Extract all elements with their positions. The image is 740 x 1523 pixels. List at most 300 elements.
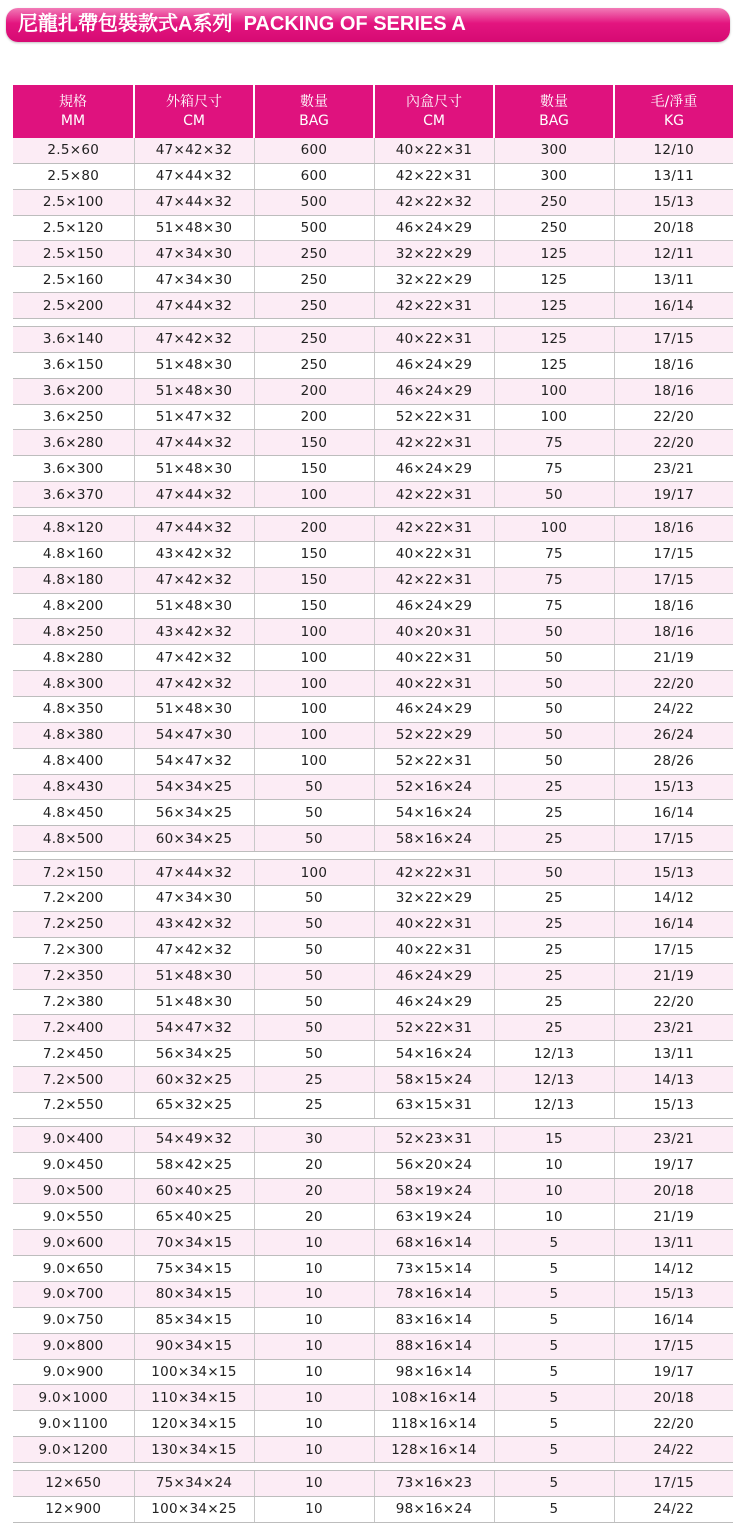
- carton-qty-cell: 10: [254, 1256, 374, 1282]
- table-row: [13, 645, 733, 671]
- outer-carton-cell: 60×34×25: [134, 826, 254, 852]
- inner-box-cell: 58×19×24: [374, 1178, 494, 1204]
- box-qty-cell: 25: [494, 826, 614, 852]
- inner-box-cell: 46×24×29: [374, 352, 494, 378]
- box-qty-cell: 25: [494, 774, 614, 800]
- carton-qty-cell: 25: [254, 1092, 374, 1118]
- carton-qty-cell: 20: [254, 1204, 374, 1230]
- table-row: [13, 516, 733, 542]
- carton-qty-cell: 250: [254, 352, 374, 378]
- weight-cell: 13/11: [614, 1041, 733, 1067]
- carton-qty-cell: 10: [254, 1437, 374, 1463]
- carton-qty-cell: 100: [254, 860, 374, 886]
- carton-qty-cell: 50: [254, 1015, 374, 1041]
- spec-cell: 7.2×550: [13, 1092, 134, 1118]
- table-row: [13, 456, 733, 482]
- table-row: [13, 1092, 733, 1118]
- table-body: [13, 138, 733, 1522]
- weight-cell: 15/13: [614, 1092, 733, 1118]
- spec-cell: 3.6×370: [13, 482, 134, 508]
- weight-cell: 21/19: [614, 963, 733, 989]
- outer-carton-cell: 47×44×32: [134, 163, 254, 189]
- spec-cell: 4.8×500: [13, 826, 134, 852]
- packing-table: [13, 85, 733, 1523]
- weight-cell: 19/17: [614, 1152, 733, 1178]
- box-qty-cell: 50: [494, 722, 614, 748]
- carton-qty-cell: 50: [254, 937, 374, 963]
- box-qty-cell: 75: [494, 430, 614, 456]
- outer-carton-cell: 90×34×15: [134, 1333, 254, 1359]
- spec-cell: 9.0×900: [13, 1359, 134, 1385]
- box-qty-cell: 125: [494, 352, 614, 378]
- outer-carton-cell: 51×48×30: [134, 593, 254, 619]
- inner-box-cell: 52×22×31: [374, 1015, 494, 1041]
- table-row: [13, 1307, 733, 1333]
- spec-cell: 7.2×200: [13, 886, 134, 912]
- table-row: [13, 267, 733, 293]
- spec-cell: 2.5×60: [13, 138, 134, 163]
- weight-cell: 17/15: [614, 567, 733, 593]
- outer-carton-cell: 43×42×32: [134, 911, 254, 937]
- inner-box-cell: 118×16×14: [374, 1411, 494, 1437]
- weight-cell: 20/18: [614, 215, 733, 241]
- box-qty-cell: 125: [494, 267, 614, 293]
- table-row: [13, 989, 733, 1015]
- box-qty-cell: 50: [494, 697, 614, 723]
- outer-carton-cell: 80×34×15: [134, 1281, 254, 1307]
- inner-box-cell: 83×16×14: [374, 1307, 494, 1333]
- spec-cell: 2.5×150: [13, 241, 134, 267]
- outer-carton-cell: 56×34×25: [134, 1041, 254, 1067]
- box-qty-cell: 5: [494, 1256, 614, 1282]
- weight-cell: 16/14: [614, 1307, 733, 1333]
- table-row: [13, 697, 733, 723]
- inner-box-cell: 63×15×31: [374, 1092, 494, 1118]
- inner-box-cell: 46×24×29: [374, 989, 494, 1015]
- carton-qty-cell: 150: [254, 456, 374, 482]
- table-row: [13, 1496, 733, 1522]
- weight-cell: 23/21: [614, 456, 733, 482]
- inner-box-cell: 40×22×31: [374, 671, 494, 697]
- inner-box-cell: 40×22×31: [374, 645, 494, 671]
- spec-cell: 4.8×350: [13, 697, 134, 723]
- outer-carton-cell: 110×34×15: [134, 1385, 254, 1411]
- table-row: [13, 293, 733, 319]
- outer-carton-cell: 47×34×30: [134, 267, 254, 293]
- box-qty-cell: 5: [494, 1385, 614, 1411]
- box-qty-cell: 75: [494, 567, 614, 593]
- inner-box-cell: 52×22×29: [374, 722, 494, 748]
- spec-cell: 9.0×1200: [13, 1437, 134, 1463]
- table-row: [13, 1411, 733, 1437]
- carton-qty-cell: 10: [254, 1281, 374, 1307]
- box-qty-cell: 12/13: [494, 1092, 614, 1118]
- box-qty-cell: 25: [494, 937, 614, 963]
- inner-box-cell: 128×16×14: [374, 1437, 494, 1463]
- outer-carton-cell: 75×34×24: [134, 1470, 254, 1496]
- box-qty-cell: 25: [494, 800, 614, 826]
- spec-cell: 4.8×380: [13, 722, 134, 748]
- box-qty-cell: 25: [494, 886, 614, 912]
- weight-cell: 17/15: [614, 826, 733, 852]
- spec-cell: 12×900: [13, 1496, 134, 1522]
- outer-carton-cell: 100×34×25: [134, 1496, 254, 1522]
- weight-cell: 24/22: [614, 697, 733, 723]
- table-row: [13, 1067, 733, 1093]
- weight-cell: 22/20: [614, 430, 733, 456]
- box-qty-cell: 5: [494, 1496, 614, 1522]
- group-separator: [13, 1118, 733, 1126]
- carton-qty-cell: 150: [254, 430, 374, 456]
- spec-cell: 7.2×350: [13, 963, 134, 989]
- table-row: [13, 482, 733, 508]
- outer-carton-cell: 51×48×30: [134, 378, 254, 404]
- weight-cell: 19/17: [614, 1359, 733, 1385]
- table-row: [13, 1470, 733, 1496]
- weight-cell: 22/20: [614, 671, 733, 697]
- box-qty-cell: 250: [494, 189, 614, 215]
- spec-cell: 9.0×450: [13, 1152, 134, 1178]
- weight-cell: 18/16: [614, 516, 733, 542]
- outer-carton-cell: 47×42×32: [134, 937, 254, 963]
- carton-qty-cell: 100: [254, 748, 374, 774]
- box-qty-cell: 5: [494, 1230, 614, 1256]
- table-row: [13, 774, 733, 800]
- carton-qty-cell: 50: [254, 800, 374, 826]
- table-row: [13, 352, 733, 378]
- inner-box-cell: 98×16×24: [374, 1496, 494, 1522]
- table-row: [13, 1126, 733, 1152]
- outer-carton-cell: 47×34×30: [134, 241, 254, 267]
- weight-cell: 21/19: [614, 645, 733, 671]
- outer-carton-cell: 47×42×32: [134, 138, 254, 163]
- carton-qty-cell: 200: [254, 404, 374, 430]
- inner-box-cell: 68×16×14: [374, 1230, 494, 1256]
- table-row: [13, 138, 733, 163]
- group-separator: [13, 508, 733, 516]
- inner-box-cell: 108×16×14: [374, 1385, 494, 1411]
- inner-box-cell: 40×22×31: [374, 541, 494, 567]
- outer-carton-cell: 60×40×25: [134, 1178, 254, 1204]
- box-qty-cell: 125: [494, 293, 614, 319]
- box-qty-cell: 300: [494, 163, 614, 189]
- box-qty-cell: 5: [494, 1411, 614, 1437]
- outer-carton-cell: 47×42×32: [134, 327, 254, 353]
- outer-carton-cell: 43×42×32: [134, 541, 254, 567]
- weight-cell: 26/24: [614, 722, 733, 748]
- weight-cell: 14/13: [614, 1067, 733, 1093]
- weight-cell: 17/15: [614, 1470, 733, 1496]
- table-row: [13, 430, 733, 456]
- table-row: [13, 800, 733, 826]
- weight-cell: 23/21: [614, 1126, 733, 1152]
- carton-qty-cell: 20: [254, 1152, 374, 1178]
- outer-carton-cell: 47×44×32: [134, 482, 254, 508]
- outer-carton-cell: 58×42×25: [134, 1152, 254, 1178]
- outer-carton-cell: 54×34×25: [134, 774, 254, 800]
- outer-carton-cell: 51×48×30: [134, 697, 254, 723]
- weight-cell: 22/20: [614, 1411, 733, 1437]
- carton-qty-cell: 250: [254, 293, 374, 319]
- outer-carton-cell: 47×44×32: [134, 293, 254, 319]
- inner-box-cell: 52×22×31: [374, 748, 494, 774]
- spec-cell: 9.0×550: [13, 1204, 134, 1230]
- spec-cell: 9.0×750: [13, 1307, 134, 1333]
- table-row: [13, 748, 733, 774]
- outer-carton-cell: 51×47×32: [134, 404, 254, 430]
- carton-qty-cell: 10: [254, 1230, 374, 1256]
- spec-cell: 9.0×700: [13, 1281, 134, 1307]
- box-qty-cell: 5: [494, 1359, 614, 1385]
- table-row: [13, 722, 733, 748]
- spec-cell: 2.5×80: [13, 163, 134, 189]
- table-row: [13, 1041, 733, 1067]
- box-qty-cell: 50: [494, 619, 614, 645]
- box-qty-cell: 5: [494, 1437, 614, 1463]
- spec-cell: 7.2×400: [13, 1015, 134, 1041]
- spec-cell: 2.5×160: [13, 267, 134, 293]
- weight-cell: 20/18: [614, 1178, 733, 1204]
- weight-cell: 22/20: [614, 404, 733, 430]
- weight-cell: 18/16: [614, 378, 733, 404]
- inner-box-cell: 54×16×24: [374, 1041, 494, 1067]
- table-row: [13, 1385, 733, 1411]
- inner-box-cell: 78×16×14: [374, 1281, 494, 1307]
- weight-cell: 21/19: [614, 1204, 733, 1230]
- table-row: [13, 1256, 733, 1282]
- spec-cell: 3.6×280: [13, 430, 134, 456]
- inner-box-cell: 40×20×31: [374, 619, 494, 645]
- weight-cell: 17/15: [614, 541, 733, 567]
- weight-cell: 13/11: [614, 267, 733, 293]
- table-row: [13, 1230, 733, 1256]
- box-qty-cell: 25: [494, 963, 614, 989]
- spec-cell: 7.2×380: [13, 989, 134, 1015]
- weight-cell: 28/26: [614, 748, 733, 774]
- weight-cell: 18/16: [614, 619, 733, 645]
- table-row: [13, 1333, 733, 1359]
- box-qty-cell: 50: [494, 671, 614, 697]
- inner-box-cell: 42×22×32: [374, 189, 494, 215]
- box-qty-cell: 5: [494, 1333, 614, 1359]
- spec-cell: 4.8×120: [13, 516, 134, 542]
- box-qty-cell: 25: [494, 1015, 614, 1041]
- weight-cell: 13/11: [614, 163, 733, 189]
- title-en: PACKING OF SERIES A: [243, 13, 466, 35]
- spec-cell: 7.2×500: [13, 1067, 134, 1093]
- outer-carton-cell: 51×48×30: [134, 215, 254, 241]
- table-header: [13, 85, 733, 138]
- box-qty-cell: 25: [494, 911, 614, 937]
- table-row: [13, 911, 733, 937]
- inner-box-cell: 88×16×14: [374, 1333, 494, 1359]
- outer-carton-cell: 51×48×30: [134, 963, 254, 989]
- carton-qty-cell: 150: [254, 541, 374, 567]
- box-qty-cell: 75: [494, 541, 614, 567]
- spec-cell: 4.8×160: [13, 541, 134, 567]
- table-row: [13, 1281, 733, 1307]
- inner-box-cell: 46×24×29: [374, 963, 494, 989]
- table-row: [13, 567, 733, 593]
- outer-carton-cell: 120×34×15: [134, 1411, 254, 1437]
- outer-carton-cell: 47×42×32: [134, 645, 254, 671]
- inner-box-cell: 42×22×31: [374, 293, 494, 319]
- inner-box-cell: 46×24×29: [374, 593, 494, 619]
- table-row: [13, 1359, 733, 1385]
- spec-cell: 7.2×300: [13, 937, 134, 963]
- box-qty-cell: 50: [494, 645, 614, 671]
- inner-box-cell: 42×22×31: [374, 516, 494, 542]
- inner-box-cell: 56×20×24: [374, 1152, 494, 1178]
- outer-carton-cell: 54×47×32: [134, 748, 254, 774]
- spec-cell: 7.2×450: [13, 1041, 134, 1067]
- table-row: [13, 163, 733, 189]
- box-qty-cell: 10: [494, 1178, 614, 1204]
- weight-cell: 18/16: [614, 593, 733, 619]
- spec-cell: 9.0×800: [13, 1333, 134, 1359]
- outer-carton-cell: 100×34×15: [134, 1359, 254, 1385]
- spec-cell: 4.8×450: [13, 800, 134, 826]
- weight-cell: 12/11: [614, 241, 733, 267]
- spec-cell: 9.0×1100: [13, 1411, 134, 1437]
- inner-box-cell: 46×24×29: [374, 215, 494, 241]
- outer-carton-cell: 54×49×32: [134, 1126, 254, 1152]
- spec-cell: 4.8×400: [13, 748, 134, 774]
- outer-carton-cell: 65×32×25: [134, 1092, 254, 1118]
- inner-box-cell: 40×22×31: [374, 911, 494, 937]
- outer-carton-cell: 47×44×32: [134, 516, 254, 542]
- header-box-quantity: 數量 BAG: [494, 85, 614, 138]
- inner-box-cell: 46×24×29: [374, 697, 494, 723]
- page-title: [18, 12, 466, 36]
- weight-cell: 13/11: [614, 1230, 733, 1256]
- carton-qty-cell: 30: [254, 1126, 374, 1152]
- spec-cell: 4.8×200: [13, 593, 134, 619]
- box-qty-cell: 100: [494, 378, 614, 404]
- header-weight: 毛/凈重 KG: [614, 85, 733, 138]
- table-row: [13, 1204, 733, 1230]
- box-qty-cell: 50: [494, 482, 614, 508]
- header-row: [13, 85, 733, 138]
- spec-cell: 4.8×300: [13, 671, 134, 697]
- table-row: [13, 963, 733, 989]
- table-row: [13, 593, 733, 619]
- outer-carton-cell: 47×34×30: [134, 886, 254, 912]
- inner-box-cell: 58×15×24: [374, 1067, 494, 1093]
- carton-qty-cell: 50: [254, 886, 374, 912]
- spec-cell: 9.0×1000: [13, 1385, 134, 1411]
- carton-qty-cell: 10: [254, 1470, 374, 1496]
- inner-box-cell: 46×24×29: [374, 378, 494, 404]
- box-qty-cell: 12/13: [494, 1041, 614, 1067]
- spec-cell: 4.8×430: [13, 774, 134, 800]
- inner-box-cell: 32×22×29: [374, 886, 494, 912]
- table-row: [13, 937, 733, 963]
- box-qty-cell: 10: [494, 1204, 614, 1230]
- table-row: [13, 327, 733, 353]
- outer-carton-cell: 75×34×15: [134, 1256, 254, 1282]
- carton-qty-cell: 250: [254, 267, 374, 293]
- inner-box-cell: 52×23×31: [374, 1126, 494, 1152]
- spec-cell: 9.0×500: [13, 1178, 134, 1204]
- outer-carton-cell: 51×48×30: [134, 352, 254, 378]
- spec-cell: 4.8×280: [13, 645, 134, 671]
- table-row: [13, 241, 733, 267]
- group-separator: [13, 319, 733, 327]
- weight-cell: 17/15: [614, 937, 733, 963]
- weight-cell: 19/17: [614, 482, 733, 508]
- inner-box-cell: 32×22×29: [374, 241, 494, 267]
- weight-cell: 24/22: [614, 1496, 733, 1522]
- outer-carton-cell: 130×34×15: [134, 1437, 254, 1463]
- weight-cell: 15/13: [614, 189, 733, 215]
- weight-cell: 15/13: [614, 774, 733, 800]
- table-row: [13, 826, 733, 852]
- outer-carton-cell: 65×40×25: [134, 1204, 254, 1230]
- weight-cell: 18/16: [614, 352, 733, 378]
- inner-box-cell: 42×22×31: [374, 567, 494, 593]
- box-qty-cell: 25: [494, 989, 614, 1015]
- carton-qty-cell: 10: [254, 1411, 374, 1437]
- carton-qty-cell: 100: [254, 722, 374, 748]
- spec-cell: 3.6×200: [13, 378, 134, 404]
- carton-qty-cell: 250: [254, 241, 374, 267]
- table-row: [13, 1015, 733, 1041]
- carton-qty-cell: 25: [254, 1067, 374, 1093]
- inner-box-cell: 40×22×31: [374, 937, 494, 963]
- title-banner: [6, 8, 730, 42]
- spec-cell: 9.0×600: [13, 1230, 134, 1256]
- outer-carton-cell: 43×42×32: [134, 619, 254, 645]
- carton-qty-cell: 200: [254, 378, 374, 404]
- carton-qty-cell: 20: [254, 1178, 374, 1204]
- table-row: [13, 215, 733, 241]
- inner-box-cell: 73×16×23: [374, 1470, 494, 1496]
- box-qty-cell: 10: [494, 1152, 614, 1178]
- carton-qty-cell: 150: [254, 593, 374, 619]
- carton-qty-cell: 50: [254, 989, 374, 1015]
- box-qty-cell: 125: [494, 327, 614, 353]
- box-qty-cell: 100: [494, 516, 614, 542]
- header-outer-carton-size: 外箱尺寸 CM: [134, 85, 254, 138]
- weight-cell: 17/15: [614, 327, 733, 353]
- table-row: [13, 1178, 733, 1204]
- table-row: [13, 619, 733, 645]
- spec-cell: 4.8×180: [13, 567, 134, 593]
- carton-qty-cell: 250: [254, 327, 374, 353]
- weight-cell: 14/12: [614, 1256, 733, 1282]
- carton-qty-cell: 100: [254, 697, 374, 723]
- carton-qty-cell: 50: [254, 911, 374, 937]
- group-separator: [13, 1462, 733, 1470]
- table-row: [13, 1152, 733, 1178]
- weight-cell: 14/12: [614, 886, 733, 912]
- box-qty-cell: 15: [494, 1126, 614, 1152]
- weight-cell: 22/20: [614, 989, 733, 1015]
- outer-carton-cell: 47×42×32: [134, 567, 254, 593]
- weight-cell: 16/14: [614, 293, 733, 319]
- header-spec: 規格 MM: [13, 85, 134, 138]
- carton-qty-cell: 50: [254, 963, 374, 989]
- inner-box-cell: 63×19×24: [374, 1204, 494, 1230]
- box-qty-cell: 300: [494, 138, 614, 163]
- carton-qty-cell: 600: [254, 138, 374, 163]
- outer-carton-cell: 54×47×30: [134, 722, 254, 748]
- inner-box-cell: 42×22×31: [374, 860, 494, 886]
- spec-cell: 12×650: [13, 1470, 134, 1496]
- carton-qty-cell: 10: [254, 1496, 374, 1522]
- outer-carton-cell: 47×44×32: [134, 860, 254, 886]
